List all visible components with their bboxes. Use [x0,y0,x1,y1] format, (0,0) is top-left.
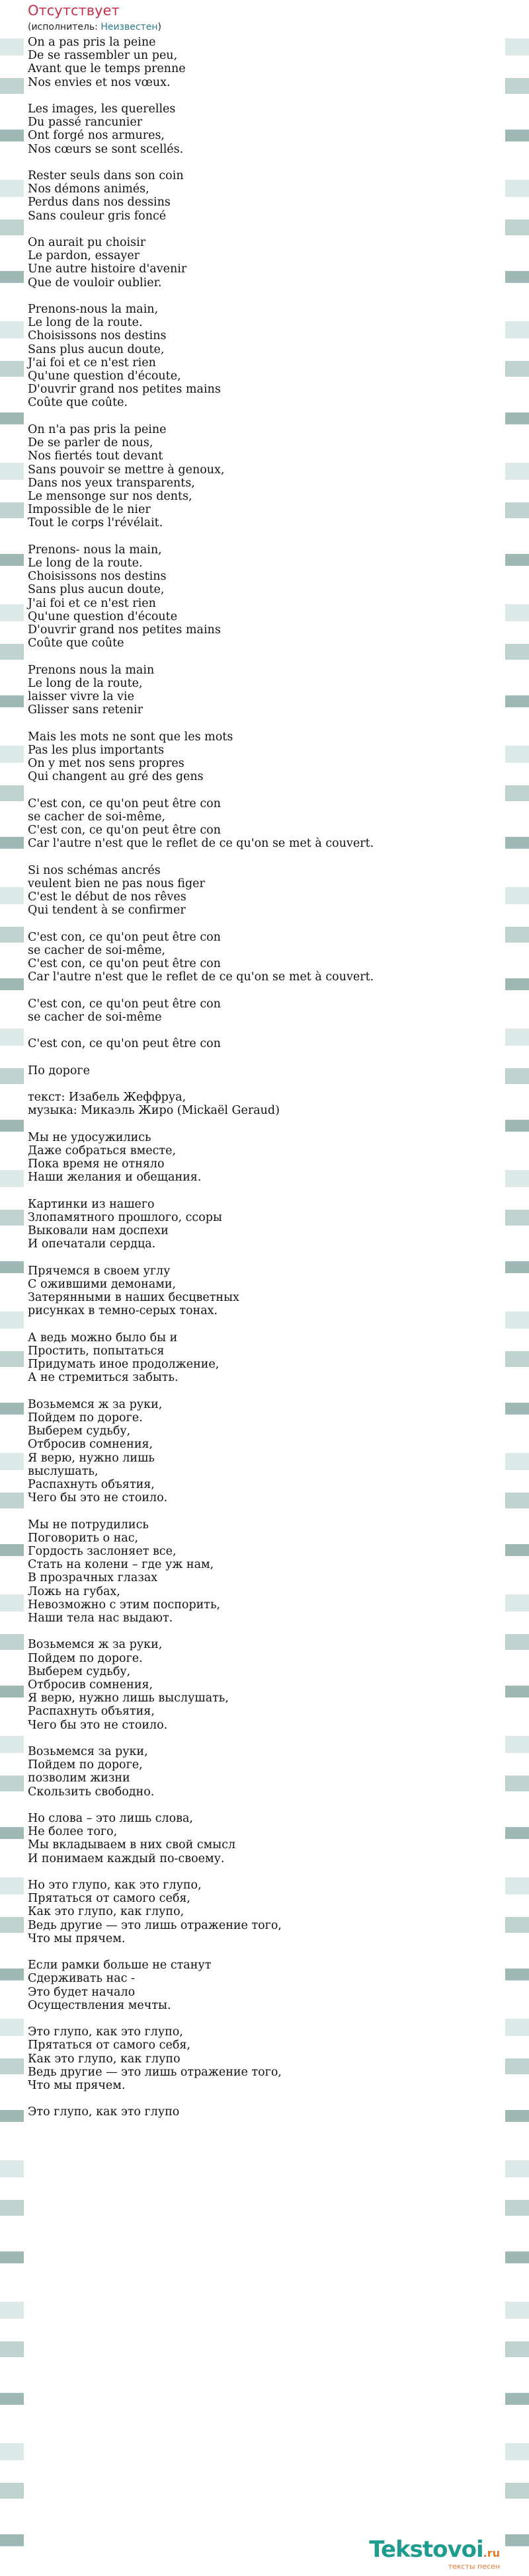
left-decorative-stripe [0,0,24,2576]
performer-suffix: ) [157,22,161,32]
lyrics-text: On a pas pris la peine De se rassembler un peu, Avant que le temps prenne Nos envies et nos vœux. Les images, les querelles Du passé rancunier Ont forgé nos armures, Nos cœurs se sont scellés. Rester seuls dans son coin Nos démons animés, Perdus dans nos dessins Sans couleur gris foncé On aurait pu choisir Le pardon, essayer Une autre histoire d'avenir Que de vouloir oublier. Prenons-nous la main, Le long de la route. Choisissons nos destins Sans plus aucun doute, J'ai foi et ce n'est rien Qu'une question d'écoute, D'ouvrir grand nos petites mains Coûte que coûte. On n'a pas pris la peine De se parler de nous, Nos fiertés tout devant Sans pouvoir se mettre à genoux, Dans nos yeux transparents, Le mensonge sur nos dents, Impossible de le nier Tout le corps l'révélait. Prenons- nous la main, Le long de la route. Choisissons nos destins Sans plus aucun doute, J'ai foi et ce n'est rien Qu'une question d'écoute D'ouvrir grand nos petites mains Coûte que coûte Prenons nous la main Le long de la route, laisser vivre la vie Glisser sans retenir Mais les mots ne sont que les mots Pas les plus importants On y met nos sens propres Qui changent au gré des gens C'est con, ce qu'on peut être con se cacher de soi-même, C'est con, ce qu'on peut être con Car l'autre n'est que le reflet de ce qu'on se met à couvert. Si nos schémas ancrés veulent bien ne pas nous figer C'est le début de nos rêves Qui tendent à se confirmer C'est con, ce qu'on peut être con se cacher de soi-même, C'est con, ce qu'on peut être con Car l'autre n'est que le reflet de ce qu'on se met à couvert. C'est con, ce qu'on peut être con se cacher de soi-même C'est con, ce qu'on peut être con По дороге текст: Изабель Жеффруа, музыка: Микаэль Жиро (Mickaël Geraud) Мы не удосужились Даже собраться вместе, Пока время не отняло Наши желания и обещания. Картинки из нашего Злопамятного прошлого, ссоры Выковали нам доспехи И опечатали сердца. Прячемся в своем углу С ожившими демонами, Затерянными в наших бесцветных рисунках в темно-серых тонах. А ведь можно было бы и Простить, попытаться Придумать иное продолжение, А не стремиться забыть. Возьмемся ж за руки, Пойдем по дороге. Выберем судьбу, Отбросив сомнения, Я верю, нужно лишь выслушать, Распахнуть объятия, Чего бы это не стоило. Мы не потрудились Поговорить о нас, Гордость заслоняет все, Стать на колени – где уж нам, В прозрачных глазах Ложь на губах, Невозможно с этим поспорить, Наши тела нас выдают. Возьмемся ж за руки, Пойдем по дороге. Выберем судьбу, Отбросив сомнения, Я верю, нужно лишь выслушать, Распахнуть объятия, Чего бы это не стоило. Возьмемся за руки, Пойдем по дороге, позволим жизни Скользить свободно. Но слова – это лишь слова, Не более того, Мы вкладываем в них свой смысл И понимаем каждый по-своему. Но это глупо, как это глупо, Прятаться от самого себя, Как это глупо, как глупо, Ведь другие — это лишь отражение того, Что мы прячем. Если рамки больше не станут Сдерживать нас - Это будет начало Осуществления мечты. Это глупо, как это глупо, Прятаться от самого себя, Как это глупо, как глупо Ведь другие — это лишь отражение того, Что мы прячем. Это глупо, как это глупо [28,36,374,2119]
logo-tld: .ru [483,2547,500,2559]
song-title: Отсутствует [28,3,120,19]
site-logo[interactable] [349,2538,501,2570]
lyrics-page [24,0,505,2576]
logo-name: Tekstovoi [369,2536,483,2563]
logo-tagline: тексты песен [448,2562,500,2571]
performer-link[interactable]: Неизвестен [101,22,158,32]
performer-prefix: (исполнитель: [28,22,101,32]
performer-line [28,22,161,32]
right-decorative-stripe [505,0,529,2576]
